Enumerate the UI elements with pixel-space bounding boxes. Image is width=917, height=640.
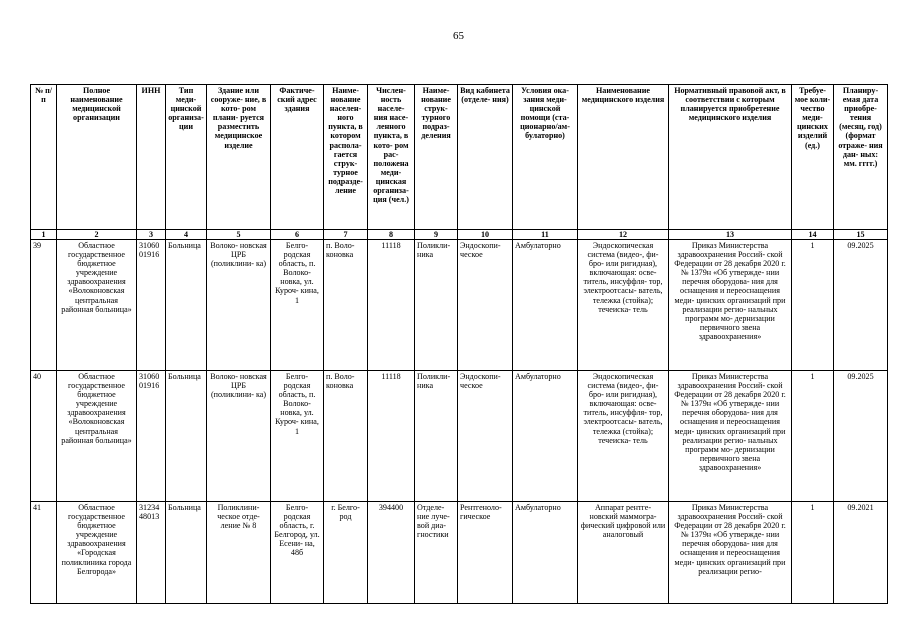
page-number: 65 <box>453 30 464 42</box>
header-cell: Условия ока- зания меди- цинской помощи (ста- ционарно/ам- булаторно) <box>513 85 578 230</box>
column-number: 13 <box>669 230 792 240</box>
subdivision: Поликли- ника <box>415 240 458 371</box>
column-number: 8 <box>368 230 415 240</box>
organization-type: Больница <box>166 502 207 604</box>
row-number: 40 <box>31 371 57 502</box>
device-name: Эндоскопическая система (видео-, фи- бро- или ригидная), включающая: осве- титель, инсуффля- тор, электроотсасы- ватель, тележка (стойка); течеиска- тель <box>578 371 669 502</box>
header-cell: № п/п <box>31 85 57 230</box>
building: Волоко- новская ЦРБ (поликлини- ка) <box>207 371 271 502</box>
column-number: 14 <box>792 230 834 240</box>
table-row <box>31 371 888 502</box>
header-row <box>31 85 888 230</box>
column-number: 12 <box>578 230 669 240</box>
legal-act: Приказ Министерства здравоохранения Россий- ской Федерации от 28 декабря 2020 г. № 1379н «Об утвержде- нии перечня оборудова- ния для оснащения и переоснащения меди- цинских организаций при реализации регио- <box>669 502 792 604</box>
organization-name: Областное государственное бюджетное учреждение здравоохранения «Городская поликлиника города Белгорода» <box>57 502 137 604</box>
care-conditions: Амбулаторно <box>513 240 578 371</box>
quantity: 1 <box>792 502 834 604</box>
header-cell: Нормативный правовой акт, в соответствии с которым планируется приобретение медицинского изделия <box>669 85 792 230</box>
column-number: 1 <box>31 230 57 240</box>
settlement: г. Белго- род <box>324 502 368 604</box>
legal-act: Приказ Министерства здравоохранения Россий- ской Федерации от 28 декабря 2020 г. № 1379н «Об утвержде- нии перечня оборудова- ния для оснащения и переоснащения меди- цинских организаций при реализации регио- нальных программ мо- дернизации первичного звена здравоохранения» <box>669 371 792 502</box>
table-row <box>31 502 888 604</box>
population: 11118 <box>368 371 415 502</box>
column-number: 5 <box>207 230 271 240</box>
column-number: 3 <box>137 230 166 240</box>
subdivision: Поликли- ника <box>415 371 458 502</box>
equipment-table <box>30 84 888 604</box>
address: Белго- родская область, п. Волоко- новка, ул. Куроч- кина, 1 <box>271 240 324 371</box>
planned-date: 09.2021 <box>834 502 888 604</box>
header-cell: ИНН <box>137 85 166 230</box>
header-cell: Требуе- мое коли- чество меди- цинских изделий (ед.) <box>792 85 834 230</box>
column-number-row <box>31 230 888 240</box>
address: Белго- родская область, п. Волоко- новка, ул. Куроч- кина, 1 <box>271 371 324 502</box>
column-number: 4 <box>166 230 207 240</box>
row-number: 41 <box>31 502 57 604</box>
header-cell: Наиме- нование струк- турного подраз- деления <box>415 85 458 230</box>
planned-date: 09.2025 <box>834 371 888 502</box>
care-conditions: Амбулаторно <box>513 502 578 604</box>
legal-act: Приказ Министерства здравоохранения Россий- ской Федерации от 28 декабря 2020 г. № 1379н «Об утвержде- нии перечня оборудова- ния для оснащения и переоснащения меди- цинских организаций при реализации регио- нальных программ мо- дернизации первичного звена здравоохранения» <box>669 240 792 371</box>
settlement: п. Воло- коновка <box>324 371 368 502</box>
header-cell: Фактиче- ский адрес здания <box>271 85 324 230</box>
care-conditions: Амбулаторно <box>513 371 578 502</box>
header-cell: Тип меди- цинской организа- ции <box>166 85 207 230</box>
column-number: 2 <box>57 230 137 240</box>
header-cell: Планиру- емая дата приобре- тения (месяц, год) (формат отраже- ния дан- ных: мм. гггг.) <box>834 85 888 230</box>
planned-date: 09.2025 <box>834 240 888 371</box>
organization-type: Больница <box>166 371 207 502</box>
organization-type: Больница <box>166 240 207 371</box>
header-cell: Числен- ность населе- ния насе- ленного пункта, в кото- ром рас- положена меди- цинская организа- ция (чел.) <box>368 85 415 230</box>
column-number: 6 <box>271 230 324 240</box>
settlement: п. Воло- коновка <box>324 240 368 371</box>
column-number: 7 <box>324 230 368 240</box>
header-cell: Здание или сооруже- ние, в кото- ром плани- руется разместить медицинское изделие <box>207 85 271 230</box>
population: 394400 <box>368 502 415 604</box>
organization-name: Областное государственное бюджетное учреждение здравоохранения «Волоконовская центральная районная больница» <box>57 371 137 502</box>
column-number: 11 <box>513 230 578 240</box>
quantity: 1 <box>792 240 834 371</box>
organization-name: Областное государственное бюджетное учреждение здравоохранения «Волоконовская центральная районная больница» <box>57 240 137 371</box>
column-number: 15 <box>834 230 888 240</box>
header-cell: Наиме- нование населен- ного пункта, в котором распола- гается струк- турное подразде- ление <box>324 85 368 230</box>
header-cell: Наименование медицинского изделия <box>578 85 669 230</box>
cabinet-type: Эндоскопи- ческое <box>458 371 513 502</box>
column-number: 9 <box>415 230 458 240</box>
quantity: 1 <box>792 371 834 502</box>
building: Волоко- новская ЦРБ (поликлини- ка) <box>207 240 271 371</box>
building: Поликлини- ческое отде- ление № 8 <box>207 502 271 604</box>
population: 11118 <box>368 240 415 371</box>
subdivision: Отделе- ние луче- вой диа- гностики <box>415 502 458 604</box>
cabinet-type: Эндоскопи- ческое <box>458 240 513 371</box>
cabinet-type: Рентгеноло- гическое <box>458 502 513 604</box>
table-row <box>31 240 888 371</box>
row-number: 39 <box>31 240 57 371</box>
address: Белго- родская область, г. Белгород, ул. Есени- на, 48б <box>271 502 324 604</box>
inn: 31060 01916 <box>137 371 166 502</box>
header-cell: Вид кабинета (отделе- ния) <box>458 85 513 230</box>
inn: 31060 01916 <box>137 240 166 371</box>
header-cell: Полное наименование медицинской организации <box>57 85 137 230</box>
column-number: 10 <box>458 230 513 240</box>
inn: 31234 48013 <box>137 502 166 604</box>
device-name: Аппарат рентге- новский маммогра- фический цифровой или аналоговый <box>578 502 669 604</box>
device-name: Эндоскопическая система (видео-, фи- бро- или ригидная), включающая: осве- титель, инсуффля- тор, электроотсасы- ватель, тележка (стойка); течеиска- тель <box>578 240 669 371</box>
